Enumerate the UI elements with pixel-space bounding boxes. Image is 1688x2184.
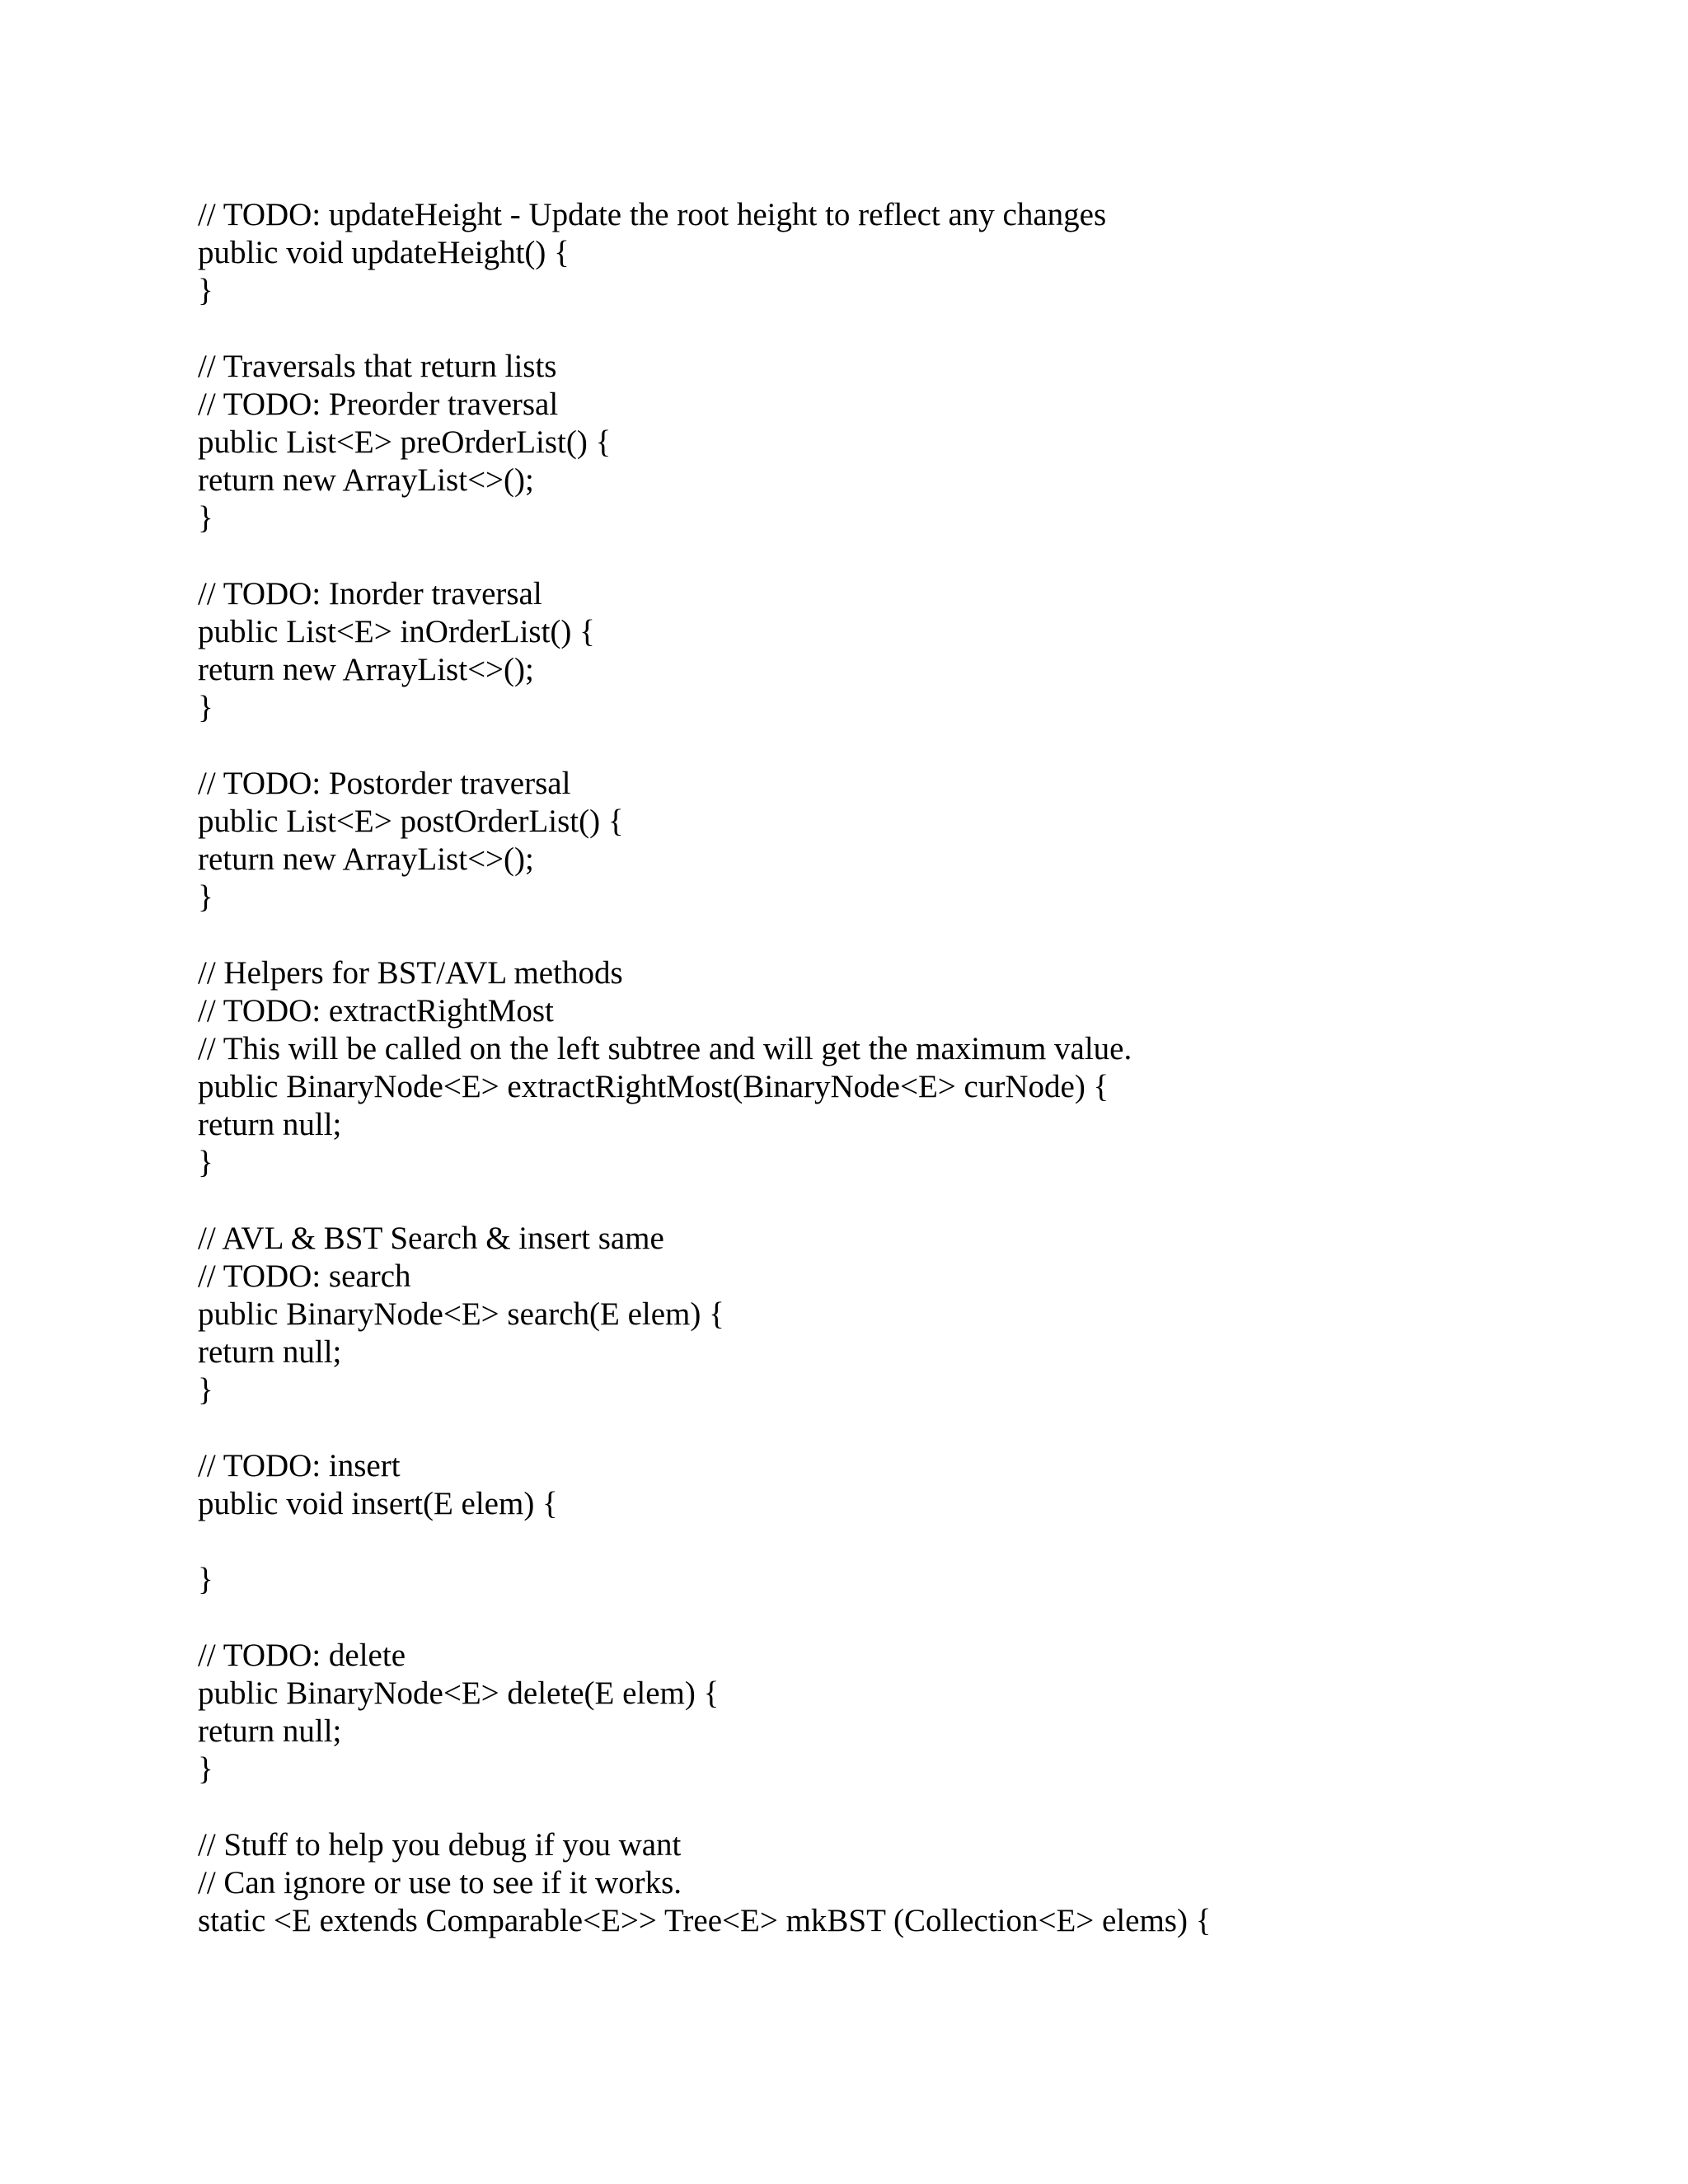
code-line: } xyxy=(198,690,213,725)
code-line: } xyxy=(198,1372,213,1408)
code-line: } xyxy=(198,1751,213,1787)
code-line: // TODO: search xyxy=(198,1258,411,1294)
code-line: return new ArrayList<>(); xyxy=(198,652,534,687)
code-line: // TODO: Preorder traversal xyxy=(198,387,559,422)
code-line: } xyxy=(198,500,213,536)
code-line: } xyxy=(198,1145,213,1180)
blank-line xyxy=(198,1182,1648,1220)
code-line: // This will be called on the left subtree and will get the maximum value. xyxy=(198,1031,1132,1066)
code-line: // AVL & BST Search & insert same xyxy=(198,1221,664,1256)
code-line: // TODO: Postorder traversal xyxy=(198,766,571,801)
code-line: return new ArrayList<>(); xyxy=(198,841,534,877)
code-line: public BinaryNode<E> extractRightMost(BinaryNode<E> curNode) { xyxy=(198,1069,1109,1104)
code-line: } xyxy=(198,1562,213,1597)
code-line: // TODO: Inorder traversal xyxy=(198,576,542,612)
code-line: // Stuff to help you debug if you want xyxy=(198,1827,682,1863)
code-line: // Traversals that return lists xyxy=(198,349,557,384)
code-line: return null; xyxy=(198,1107,342,1142)
code-line: public BinaryNode<E> delete(E elem) { xyxy=(198,1675,720,1711)
code-line: return null; xyxy=(198,1334,342,1370)
code-line: public List<E> preOrderList() { xyxy=(198,424,612,460)
blank-line xyxy=(198,1788,1648,1826)
code-line: return null; xyxy=(198,1713,342,1749)
code-line: public void updateHeight() { xyxy=(198,235,570,270)
blank-line xyxy=(198,916,1648,954)
code-line: public void insert(E elem) { xyxy=(198,1486,558,1521)
blank-line xyxy=(198,310,1648,348)
blank-line xyxy=(198,727,1648,765)
code-line: static <E extends Comparable<E>> Tree<E> mkBST (Collection<E> elems) { xyxy=(198,1903,1212,1938)
blank-line xyxy=(198,1523,1648,1561)
code-listing xyxy=(198,196,1648,1940)
blank-line xyxy=(198,537,1648,575)
code-line: // TODO: insert xyxy=(198,1448,401,1483)
code-line: // Can ignore or use to see if it works. xyxy=(198,1865,682,1900)
code-line: // Helpers for BST/AVL methods xyxy=(198,955,623,991)
code-line: // TODO: extractRightMost xyxy=(198,993,554,1029)
code-line: } xyxy=(198,273,213,308)
code-line: } xyxy=(198,879,213,915)
code-line: public List<E> inOrderList() { xyxy=(198,614,595,649)
code-line: return new ArrayList<>(); xyxy=(198,462,534,498)
blank-line xyxy=(198,1409,1648,1447)
blank-line xyxy=(198,1599,1648,1637)
code-line: // TODO: updateHeight - Update the root height to reflect any changes xyxy=(198,197,1107,232)
code-line: public List<E> postOrderList() { xyxy=(198,804,624,839)
code-line: // TODO: delete xyxy=(198,1638,406,1673)
code-line: public BinaryNode<E> search(E elem) { xyxy=(198,1296,724,1332)
